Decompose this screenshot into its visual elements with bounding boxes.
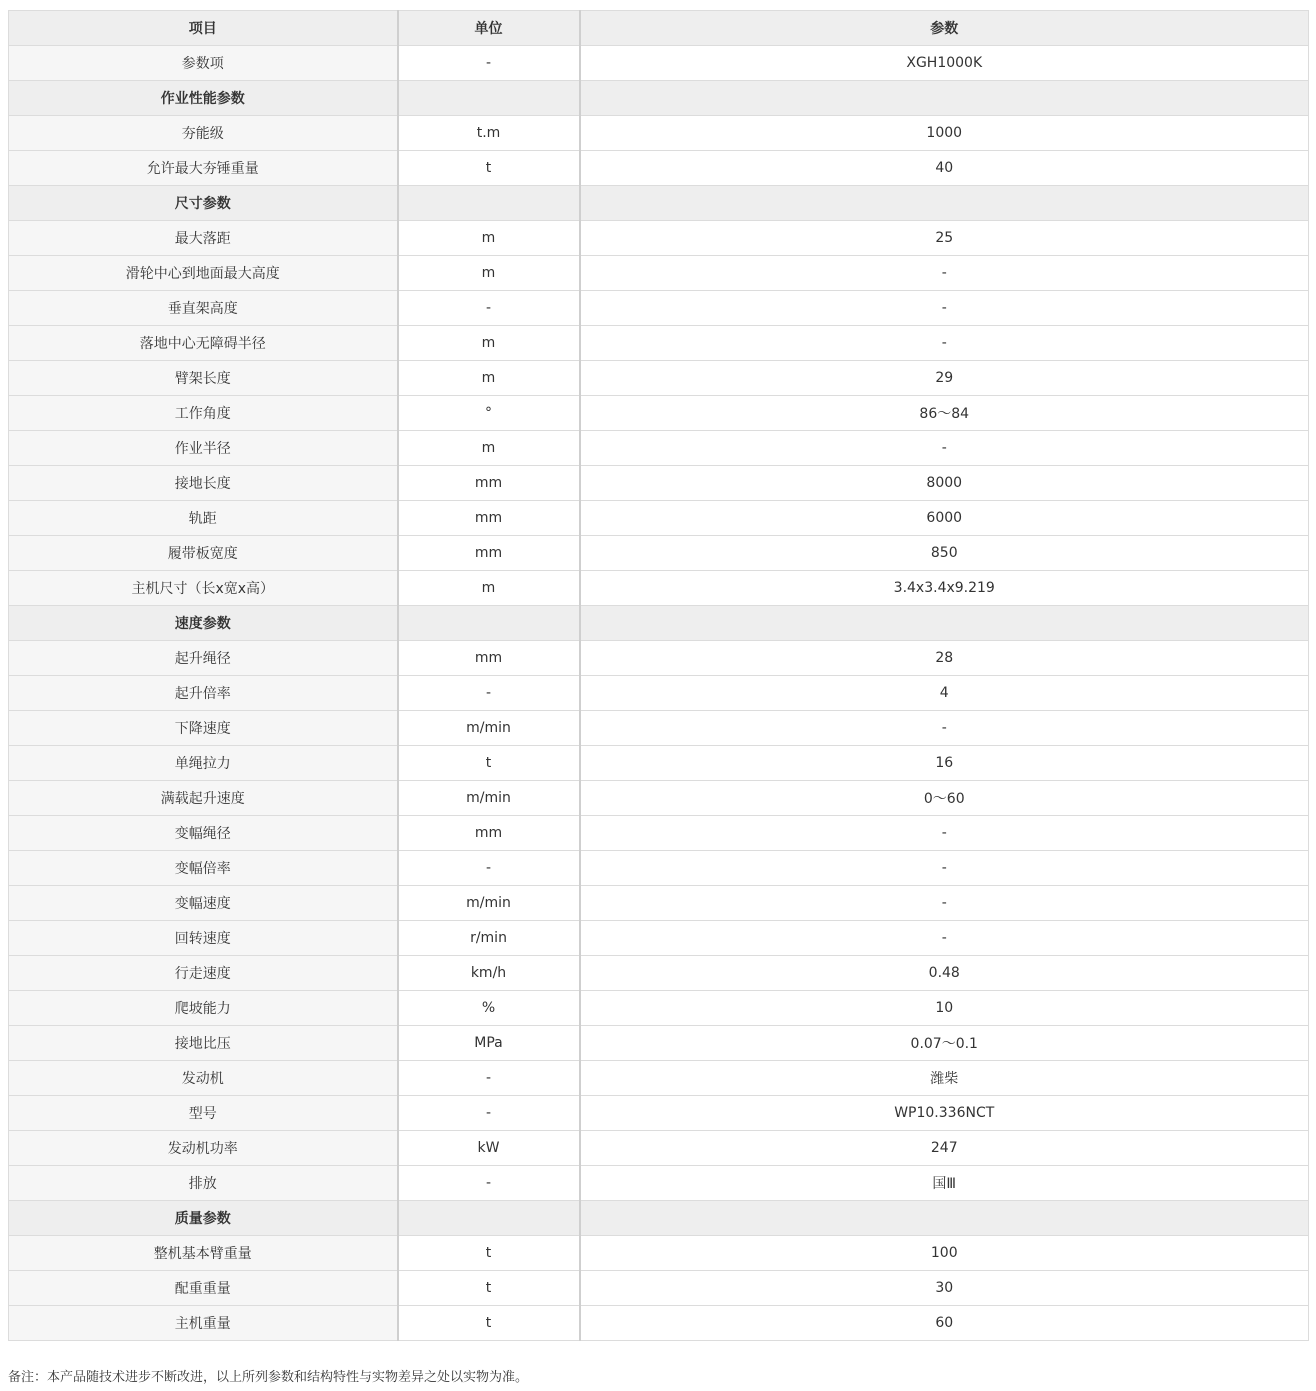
cell-unit: % [398, 991, 580, 1026]
cell-value: 247 [580, 1131, 1309, 1166]
cell-item: 主机尺寸（长x宽x高） [9, 571, 398, 606]
cell-unit: - [398, 291, 580, 326]
cell-unit: mm [398, 501, 580, 536]
cell-item: 臂架长度 [9, 361, 398, 396]
cell-value: 28 [580, 641, 1309, 676]
table-row [9, 921, 1309, 956]
table-row [9, 746, 1309, 781]
cell-value: WP10.336NCT [580, 1096, 1309, 1131]
table-row [9, 886, 1309, 921]
cell-value: 0.07～0.1 [580, 1026, 1309, 1061]
cell-item: 履带板宽度 [9, 536, 398, 571]
cell-value: - [580, 921, 1309, 956]
footnote: 备注：本产品随技术进步不断改进，以上所列参数和结构特性与实物差异之处以实物为准。 [8, 1370, 529, 1385]
cell-item: 回转速度 [9, 921, 398, 956]
cell-value: 0～60 [580, 781, 1309, 816]
cell-value: 10 [580, 991, 1309, 1026]
cell-value: 850 [580, 536, 1309, 571]
cell-item: 整机基本臂重量 [9, 1236, 398, 1271]
cell-value: - [580, 886, 1309, 921]
cell-unit: t [398, 151, 580, 186]
cell-unit: kW [398, 1131, 580, 1166]
cell-unit: m [398, 256, 580, 291]
cell-item: 单绳拉力 [9, 746, 398, 781]
cell-value: 29 [580, 361, 1309, 396]
table-row [9, 1271, 1309, 1306]
cell-value: - [580, 816, 1309, 851]
table-row [9, 116, 1309, 151]
cell-unit: t.m [398, 116, 580, 151]
cell-unit: m/min [398, 781, 580, 816]
cell-value [580, 186, 1309, 221]
table-row [9, 431, 1309, 466]
cell-item: 变幅倍率 [9, 851, 398, 886]
cell-item: 配重重量 [9, 1271, 398, 1306]
cell-unit: - [398, 46, 580, 81]
cell-unit: m/min [398, 711, 580, 746]
table-row [9, 46, 1309, 81]
cell-value: 潍柴 [580, 1061, 1309, 1096]
table-row [9, 1026, 1309, 1061]
table-row [9, 991, 1309, 1026]
table-row [9, 291, 1309, 326]
cell-unit [398, 186, 580, 221]
table-row [9, 571, 1309, 606]
cell-item: 接地长度 [9, 466, 398, 501]
cell-item: 工作角度 [9, 396, 398, 431]
cell-unit: m [398, 326, 580, 361]
cell-value: 100 [580, 1236, 1309, 1271]
cell-value: 40 [580, 151, 1309, 186]
header-unit: 单位 [398, 11, 580, 46]
cell-value [580, 81, 1309, 116]
cell-item: 发动机功率 [9, 1131, 398, 1166]
cell-unit: - [398, 676, 580, 711]
cell-unit: - [398, 851, 580, 886]
cell-item: 主机重量 [9, 1306, 398, 1341]
cell-unit: ° [398, 396, 580, 431]
cell-item: 变幅速度 [9, 886, 398, 921]
table-row [9, 1236, 1309, 1271]
cell-value: - [580, 431, 1309, 466]
cell-item: 夯能级 [9, 116, 398, 151]
cell-unit: m [398, 571, 580, 606]
cell-unit [398, 1201, 580, 1236]
cell-item: 垂直架高度 [9, 291, 398, 326]
cell-unit: r/min [398, 921, 580, 956]
section-row [9, 186, 1309, 221]
cell-item: 允许最大夯锤重量 [9, 151, 398, 186]
cell-value: 1000 [580, 116, 1309, 151]
cell-value: - [580, 256, 1309, 291]
table-row [9, 781, 1309, 816]
cell-unit: t [398, 1271, 580, 1306]
table-row [9, 711, 1309, 746]
cell-item: 滑轮中心到地面最大高度 [9, 256, 398, 291]
table-row [9, 1096, 1309, 1131]
cell-value: 25 [580, 221, 1309, 256]
cell-item: 最大落距 [9, 221, 398, 256]
cell-unit: MPa [398, 1026, 580, 1061]
table-row [9, 501, 1309, 536]
cell-item: 排放 [9, 1166, 398, 1201]
table-row [9, 851, 1309, 886]
table-row [9, 1131, 1309, 1166]
cell-item: 下降速度 [9, 711, 398, 746]
cell-unit: m/min [398, 886, 580, 921]
cell-item: 参数项 [9, 46, 398, 81]
table-row [9, 1166, 1309, 1201]
section-row [9, 606, 1309, 641]
cell-value: 0.48 [580, 956, 1309, 991]
cell-value: 6000 [580, 501, 1309, 536]
cell-value: 4 [580, 676, 1309, 711]
cell-item: 发动机 [9, 1061, 398, 1096]
cell-unit: mm [398, 466, 580, 501]
cell-unit: m [398, 221, 580, 256]
cell-item: 起升绳径 [9, 641, 398, 676]
cell-unit: m [398, 431, 580, 466]
cell-item: 型号 [9, 1096, 398, 1131]
cell-item: 作业半径 [9, 431, 398, 466]
cell-value [580, 1201, 1309, 1236]
cell-item: 轨距 [9, 501, 398, 536]
cell-item: 爬坡能力 [9, 991, 398, 1026]
cell-value: 30 [580, 1271, 1309, 1306]
cell-value: XGH1000K [580, 46, 1309, 81]
cell-value: 16 [580, 746, 1309, 781]
cell-unit: t [398, 746, 580, 781]
cell-unit: - [398, 1166, 580, 1201]
cell-value: 3.4x3.4x9.219 [580, 571, 1309, 606]
table-row [9, 641, 1309, 676]
table-row [9, 536, 1309, 571]
table-row [9, 151, 1309, 186]
table-body [9, 46, 1309, 1341]
cell-value: - [580, 326, 1309, 361]
cell-unit: m [398, 361, 580, 396]
header-value: 参数 [580, 11, 1309, 46]
spec-table [8, 10, 1309, 1341]
table-row [9, 676, 1309, 711]
cell-item: 接地比压 [9, 1026, 398, 1061]
table-row [9, 221, 1309, 256]
table-row [9, 256, 1309, 291]
cell-value: - [580, 851, 1309, 886]
cell-item: 满载起升速度 [9, 781, 398, 816]
cell-unit [398, 606, 580, 641]
table-row [9, 816, 1309, 851]
cell-unit: mm [398, 641, 580, 676]
table-row [9, 396, 1309, 431]
cell-item: 行走速度 [9, 956, 398, 991]
cell-value: 8000 [580, 466, 1309, 501]
cell-item: 起升倍率 [9, 676, 398, 711]
cell-unit: mm [398, 536, 580, 571]
table-header-row [9, 11, 1309, 46]
cell-value: - [580, 291, 1309, 326]
cell-unit: mm [398, 816, 580, 851]
table-row [9, 466, 1309, 501]
cell-value: - [580, 711, 1309, 746]
table-row [9, 326, 1309, 361]
cell-unit: t [398, 1306, 580, 1341]
section-title: 尺寸参数 [9, 186, 398, 221]
cell-value: 60 [580, 1306, 1309, 1341]
cell-unit: t [398, 1236, 580, 1271]
cell-unit: - [398, 1096, 580, 1131]
cell-unit: - [398, 1061, 580, 1096]
table-row [9, 361, 1309, 396]
cell-item: 落地中心无障碍半径 [9, 326, 398, 361]
cell-unit [398, 81, 580, 116]
section-title: 质量参数 [9, 1201, 398, 1236]
section-row [9, 1201, 1309, 1236]
section-title: 作业性能参数 [9, 81, 398, 116]
cell-value: 86～84 [580, 396, 1309, 431]
cell-value [580, 606, 1309, 641]
cell-unit: km/h [398, 956, 580, 991]
section-row [9, 81, 1309, 116]
table-row [9, 1061, 1309, 1096]
header-item: 项目 [9, 11, 398, 46]
cell-value: 国Ⅲ [580, 1166, 1309, 1201]
section-title: 速度参数 [9, 606, 398, 641]
cell-item: 变幅绳径 [9, 816, 398, 851]
table-row [9, 1306, 1309, 1341]
table-row [9, 956, 1309, 991]
